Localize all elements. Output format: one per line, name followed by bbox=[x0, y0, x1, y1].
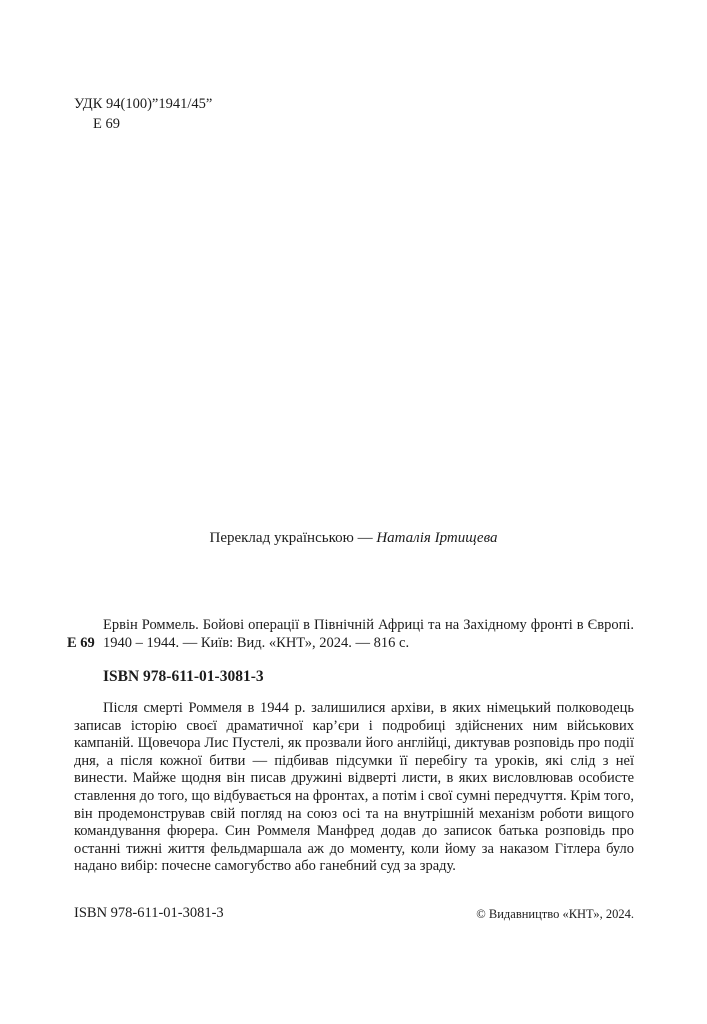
footer-copyright: © Видавництво «КНТ», 2024. bbox=[476, 907, 634, 921]
udk-index: Е 69 bbox=[93, 116, 120, 132]
translation-credit bbox=[0, 528, 707, 548]
udk-code: УДК 94(100)”1941/45” bbox=[74, 96, 213, 112]
translation-prefix: Переклад українською — bbox=[209, 530, 377, 546]
isbn-main: ISBN 978-611-01-3081-3 bbox=[103, 668, 264, 685]
udk-block bbox=[74, 94, 212, 134]
footer-isbn: ISBN 978-611-01-3081-3 bbox=[74, 905, 224, 921]
annotation: Після смерті Роммеля в 1944 р. залишилися архіви, в яких німецький полководець записав історію своєї драматичної кар’єри і подробиці здійснених ним військових кампаній. Щовечора Лис Пустелі, як прозвали його англійці, диктував розповідь про події дня, а після кожної битви — підбивав підсумки її перебігу та уроків, які слід з неї винести. Майже щодня він писав дружині відверті листи, в яких висловлював особисте ставлення до того, що відбувається на фронтах, а потім і свої сумні передчуття. Крім того, він продемонстрував свій погляд на союз осі та на внутрішній механізм роботи вищого командування фюрера. Син Роммеля Манфред додав до записок батька розповідь про останні тижні життя фельдмаршала аж до моменту, коли йому за наказом Гітлера було надано вибір: почесне самогубство або ганебний суд за зраду. bbox=[74, 700, 634, 875]
catalog-entry: Ервін Роммель. Бойові операції в Північній Африці та на Західному фронті в Європі. 1940 – 1944. — Київ: Вид. «КНТ», 2024. — 816 с. bbox=[103, 617, 634, 651]
catalog-index: Е 69 bbox=[67, 635, 95, 651]
translator-name: Наталія Іртищева bbox=[376, 530, 498, 546]
